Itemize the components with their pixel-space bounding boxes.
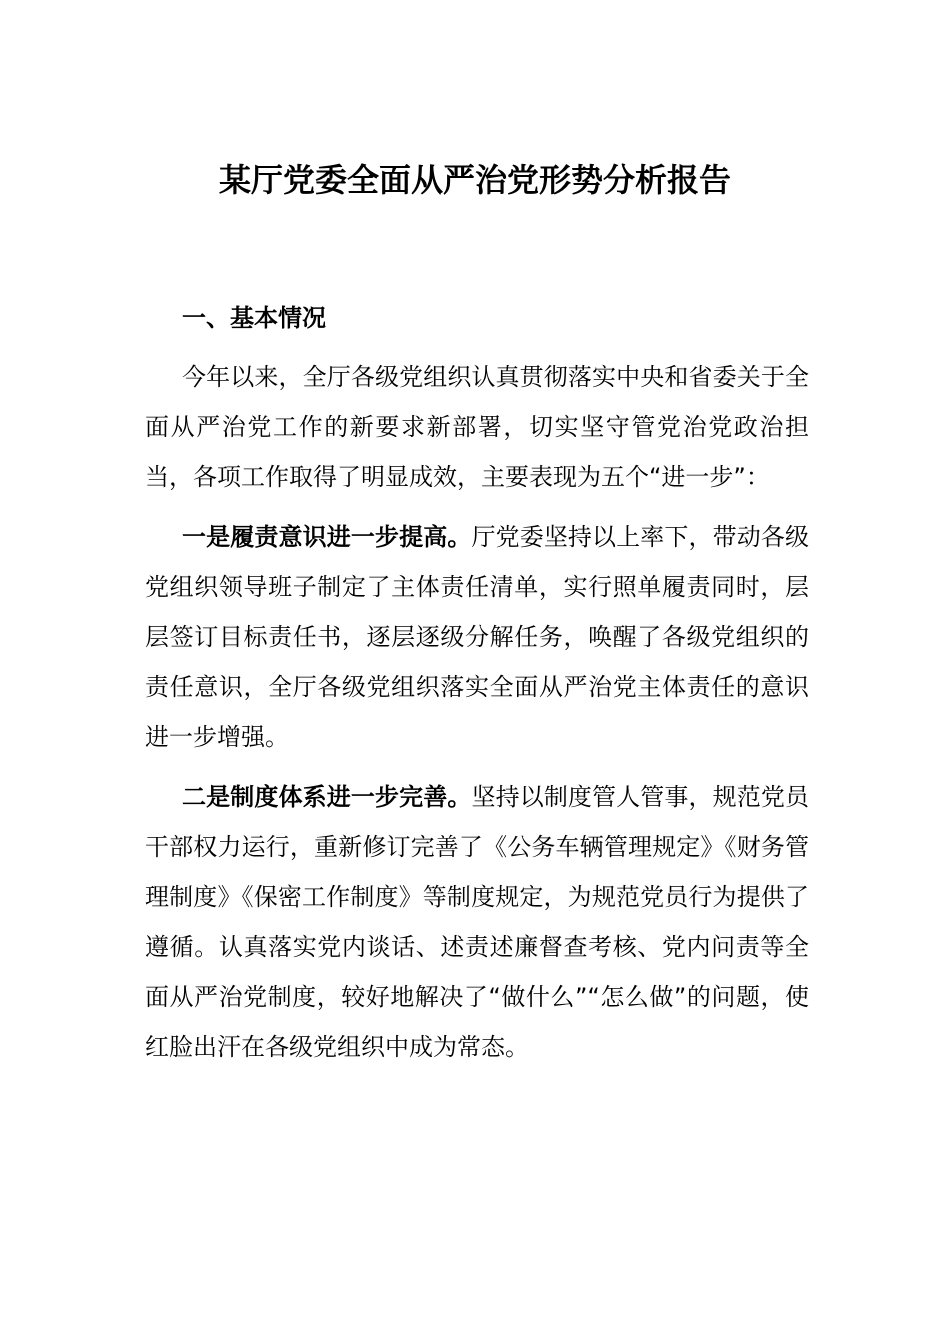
paragraph-lead: 二是制度体系进一步完善。 — [182, 783, 472, 811]
paragraph-lead: 一是履责意识进一步提高。 — [182, 523, 472, 551]
intro-paragraph: 今年以来，全厅各级党组织认真贯彻落实中央和省委关于全面从严治党工作的新要求新部署，切实坚守管党治党政治担当，各项工作取得了明显成效，主要表现为五个“进一步”： — [145, 363, 809, 491]
paragraph-text: 厅党委坚持以上率下，带动各级党组织领导班子制定了主体责任清单，实行照单履责同时，层层签订目标责任书，逐层逐级分解任务，唤醒了各级党组织的责任意识，全厅各级党组织落实全面从严治党主体责任的意识进一步增强。 — [145, 523, 810, 751]
document-title: 某厅党委全面从严治党形势分析报告 — [218, 161, 731, 199]
section-heading: 一、基本情况 — [182, 304, 326, 332]
paragraph-text: 坚持以制度管人管事，规范党员干部权力运行，重新修订完善了《公务车辆管理规定》《财务管理制度》《保密工作制度》等制度规定，为规范党员行为提供了遵循。认真落实党内谈话、述责述廉督查考核、党内问责等全面从严治党制度，较好地解决了“做什么”“怎么做”的问题，使红脸出汗在各级党组织中成为常态。 — [145, 783, 810, 1061]
paragraph-item-2 — [145, 772, 809, 1072]
document-body — [145, 292, 809, 1082]
paragraph-item-1 — [145, 512, 809, 762]
